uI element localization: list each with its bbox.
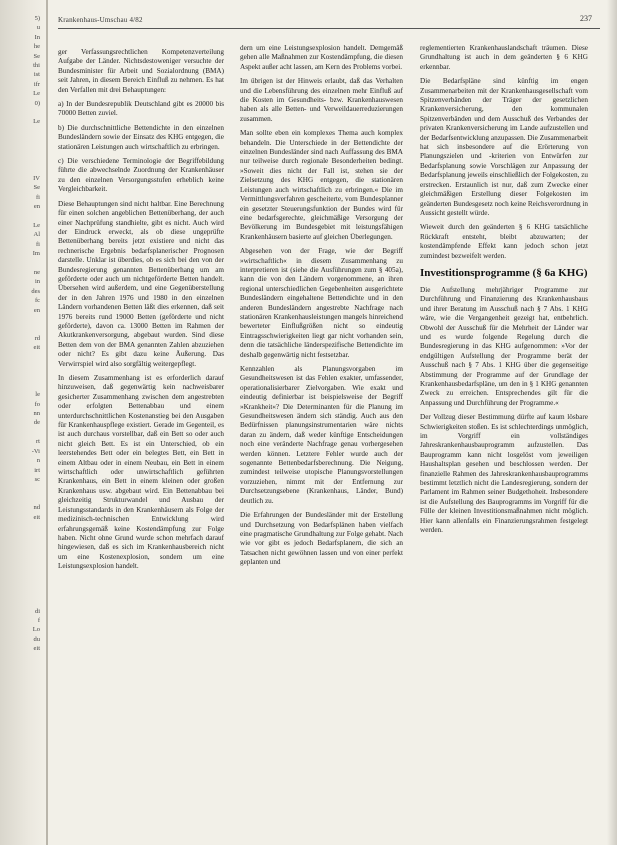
paragraph: Man sollte eben ein komplexes Thema auch komplex behandeln. Die Unterschiede in der Bettendichte der einzelnen Bundesländer sind nach Auffassung des BMA nur teilweise durch regionale Besonderheiten bedingt. »Soweit dies nicht der Fall ist, stehen sie der Zielsetzung des KHG entgegen, die stationären Leistungen auch wirtschaftlich zu erbringen.« Die im Vermittlungsverfahren gescheiterte, vom Bundesplanner ein gesetzter Steuerungsfunktion der Bundes wird für eine bedarfsgerechte, gleichmäßige Versorgung der Bevölkerung im Bundesgebiet mit leistungsfähigen Krankenhäusern basierte auf gleichen Überlegungen. xyxy=(240,129,403,241)
journal-title: Krankenhaus-Umschau 4/82 xyxy=(58,16,143,24)
paragraph: b) Die durchschnittliche Bettendichte in den einzelnen Bundesländern sowie der Einsatz des KHG entgegen, die stationären Leistungen auch wirtschaftlich zu erbringen. xyxy=(58,123,224,151)
previous-page-gutter xyxy=(0,0,48,845)
column-right xyxy=(420,44,588,834)
paragraph: Der Vollzug dieser Bestimmung dürfte auf kaum lösbare Schwierigkeiten stoßen. Es ist schlechterdings unmöglich, im Vorgriff ein vollständiges Jahreskrankenhausbauprogramm aufzustellen. Das Bauprogramm kann nicht losgelöst vom jeweiligen Haushaltsplan gesehen und beschlossen werden. Der finanzielle Rahmen des Jahreskrankenhausbauprogramms bestimmt letztlich nicht die Landesregierung, sondern der Parlament im Rahmen seiner Budgethoheit. Insbesondere ist die Aufstellung des Bauprogramms im Vorgriff für die Fülle der kleinen Investitionsmaßnahmen nicht möglich. Hier kann allenfalls ein Finanzierungsrahmen festgelegt werden. xyxy=(420,413,588,535)
paragraph: c) Die verschiedene Terminologie der Begriffebildung führte die abwechselnde Zuordnung der Krankenhäuser zu den einzelnen Versorgungsstufen erheblich keine Vergleichbarkeit. xyxy=(58,157,224,194)
paragraph: dern um eine Leistungsexplosion handelt. Demgemäß gehen alle Maßnahmen zur Kostendämpfung, die diesen Aspekt außer acht lassen, am Kern des Problems vorbei. xyxy=(240,44,403,71)
paragraph: reglementierten Krankenhauslandschaft träumen. Diese Grundhaltung ist auch in dem geänderten § 6 KHG erkennbar. xyxy=(420,44,588,71)
page-number: 237 xyxy=(580,14,592,23)
paragraph: Im übrigen ist der Hinweis erlaubt, daß das Verhalten und die Lebensführung des einzelnen mehr Einfluß auf die Kosten im Gesundheits- bzw. Krankenhauswesen haben als alle Betten- und Verweildauerreduzierungen zusammen. xyxy=(240,77,403,123)
paragraph: Diese Behauptungen sind nicht haltbar. Eine Berechnung für einen solchen angeblichen Bettenüberhang, der auch einer Nachprüfung standhielte, gibt es nicht. Auch wird der Eindruck erweckt, als ob diese ungeprüfte Bettenüberhang bereits jetzt existiere und nicht das rechnerische Ergebnis bedarfsplanerischer Prognosen darstelle. Unklar ist überdies, ob es sich bei den von der Bundesregierung genannten Bettenüberhang um am geförderte oder auch um nichtgeförderte Betten handelt. Übersehen wird außerdem, und eine Gegenüberstellung der in den Jahren 1976 und 1980 in den einzelnen Ländern vorhandenen Betten läßt dies erkennen, daß seit 1976 bereits rund 19000 Betten (geförderte und nicht geförderte), davon ca. 13000 Betten im Rahmen der Akutkrankenversorgung, abgebaut wurden. Sind diese Betten dem von der BMA genannten Zahlen abzuziehen oder nicht? Es gibt dazu keine Äußerung. Das Verwirrspiel wird also sorgfältig weitergepflegt. xyxy=(58,199,224,368)
paragraph: Kennzahlen als Planungsvorgaben im Gesundheitswesen ist das Fehlen exakter, umfassender, operationalisierbarer Zielvorgaben. Wie exakt und eindeutig definierbar ist beispielsweise der Begriff »Krankheit«? Die Determinanten für die Planung im Gesundheitswesen ändern sich ständig. Auch aus den Bedürfnissen planungsinstrumentarien wäre nichts daran zu ändern, daß weder künftige Entscheidungen noch eine veränderte Nachfrage genau vorhergesehen werden können. Letztere Fehler wurde auch der sogenannte Bettenbedarfsberechnung. Die Neigung, zumindest teilweise utopische Planungsvorstellungen vorzuziehen, nimmt mit der Entfernung zur Durchsetzungsebene (Krankenhaus, Länder, Bund) deutlich zu. xyxy=(240,365,403,505)
paragraph: Die Aufstellung mehrjähriger Programme zur Durchführung und Finanzierung des Krankenhausbaus und ihrer Beratung im Ausschuß nach § 7 Abs. 1 KHG wäre, wie die Vergangenheit gezeigt hat, entbehrlich. Obwohl der Ausschuß für die Mehrheit der Länder war und es wurde folgende Regelung durch die Bundesregierung in das KHG aufgenommen: »Vor der endgültigen Aufstellung der Programme berät der Ausschuß nach § 7 Abs. 1 KHG über die gegenseitige Abstimmung der Programme auf der Grundlage der Krankenhausbedarfspläne, um den in § 1 KHG genannten Zweck zu erreichen. Entsprechendes gilt für die Anpassung und Durchführung der Programme.« xyxy=(420,285,588,407)
page-fold-shadow xyxy=(46,0,48,845)
paragraph: a) In der Bundesrepublik Deutschland gibt es 20000 bis 70000 Betten zuviel. xyxy=(58,100,224,118)
header-rule xyxy=(58,28,600,29)
page-edge-shadow xyxy=(607,0,617,845)
section-heading: Investitionsprogramme (§ 6a KHG) xyxy=(420,266,588,279)
column-middle xyxy=(240,44,403,834)
paragraph: Die Bedarfspläne sind künftig im engen Zusammenarbeiten mit der Krankenhausgesellschaft vom Spitzenverbänden der Träger der gesetzlichen Krankenversicherung, den kommunalen Spitzenverbänden und dem Ausschuß des Verbandes der privaten Krankenversicherung im Lande aufzustellen und der Bedarfsentwicklung anzupassen. Die Zusammenarbeit hat sich insbesondere auf die Erörterung von Planungszielen und -kriterien von Entwürfen zur Bedarfsplanung sowie Vorschlägen zur Anpassung der Bedarfsplanung jeweils einschließlich der Folgekosten, zu erstrecken. Erstaunlich ist nur, daß zum Zwecke einer gleichmäßigen Erstellung dieser Folgekosten im geänderten Bundesgesetz noch keine Reichsverordnung in Aussicht gestellt würde. xyxy=(420,77,588,217)
paragraph: Die Erfahrungen der Bundesländer mit der Erstellung und Durchsetzung von Bedarfsplänen haben vielfach eine pragmatische Grundhaltung zur Folge gehabt. Nach wie vor gibt es jedoch Bedarfsplanern, die sich an Tatsachen nicht gewöhnen lassen und von einer perfekt geplanten und xyxy=(240,511,403,567)
column-left xyxy=(58,48,224,838)
paragraph: ger Verfassungsrechtlichen Kompetenzverteilung Aufgabe der Länder. Nichtsdestoweniger versuchte der Bundesminister für Arbeit und Sozialordnung (BMA) seit Jahren, in diesem Bereich Einfluß zu nehmen. Es hat den Verfallen mit drei Behauptungen: xyxy=(58,48,224,94)
previous-page-text-fragments: 5) u In he Se thi ist ifr Le 0) Le IV Se fi en Le Al fi Im ne in des fc en rd eit le fo nn de rt -Vi n irt sc nd eit di f Lo du eit xyxy=(31,15,40,653)
page-header xyxy=(58,14,598,28)
paragraph: Wieweit durch den geänderten § 6 KHG tatsächliche Rückkraft entsteht, bleibt abzuwarten; der kostendämpfende Effekt kann jedoch schon jetzt zumindest bezweifelt werden. xyxy=(420,223,588,260)
paragraph: In diesem Zusammenhang ist es erforderlich darauf hinzuweisen, daß gegenwärtig kein nachweisbarer gesicherter Zusammenhang zwischen dem angestrebten oder erfolgten Bettenabbau und einem unterdurchschnittlichen Kostenanstieg bei den Ausgaben für Krankenhauspflege existiert. Gerade im Gegenteil, es ist auch durchaus vorstellbar, daß ein Bett so oder auch nicht gleich Bett. Es ist ein Unterschied, ob ein leerstehendes Bett oder ein belegtes Bett, ein Bett in einem Altbau oder in einem Neubau, ein Bett in einem wirtschaftlich oder unwirtschaftlich geführten Krankenhaus, ein Bett in einem kleinen oder großen Krankenhaus usw. abgebaut wird. Ein Bettenabbau bei gleichzeitig Strukturwandel und Ausbau der Leistungsstandards in den Krankenhäusern als Folge der medizinisch-technischen Entwicklung wird erfahrungsgemäß keine Kostendämpfung zur Folge haben. Nicht ohne Grund wurde schon mehrfach darauf hingewiesen, daß es sich im Krankenhausbereich nicht um eine Kostenexplosion, sondern um eine Leistungsexplosion handelt. xyxy=(58,374,224,571)
paragraph: Abgesehen von der Frage, wie der Begriff »wirtschaftlich« in diesem Zusammenhang zu interpretieren ist (siehe die Ausführungen zum § 405a), kann die von den Ländern vorgenommene, an ihren regional unterschiedlichen Gegebenheiten ausgerichtete Bundesländern eingehaltene Bettendichte und in den anderen Bundesländern angestrebte Nachfrage nach stationären Krankenhausleistungen mangels hinreichend bewerteter Einflußgrößen nicht so eindeutig Eintragsschwierigkeiten liegt gar nicht vorhanden sein, denn die tatsächliche länderspezifische Bettendichte im deshalb gegenwärtig nicht festsetzbar. xyxy=(240,247,403,359)
